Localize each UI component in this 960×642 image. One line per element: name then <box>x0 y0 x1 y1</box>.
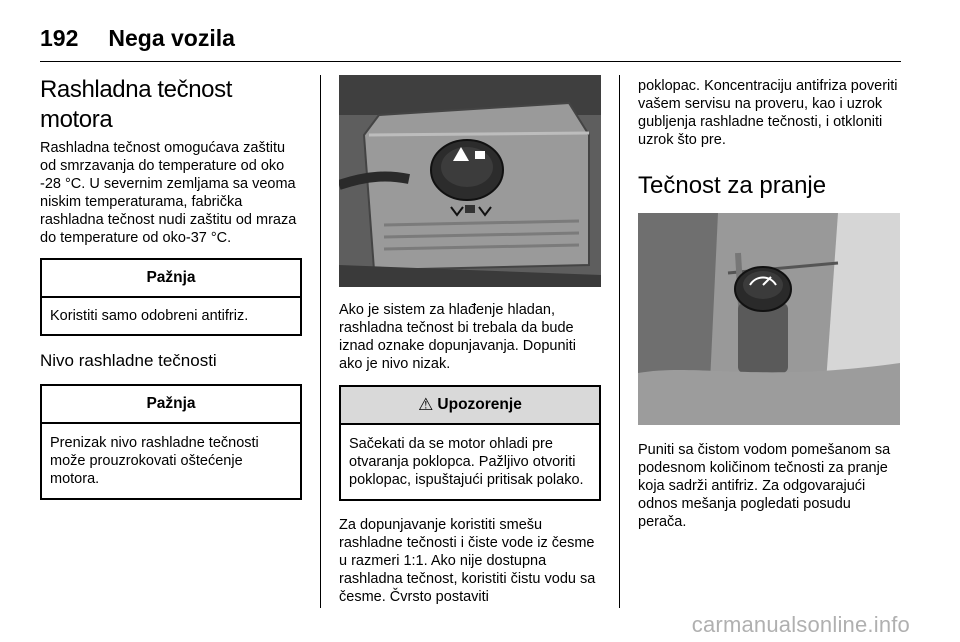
section-title: Nega vozila <box>108 24 235 51</box>
washer-reservoir-image <box>638 213 900 425</box>
caution-box-1-title: Pažnja <box>42 260 300 298</box>
coolant-reservoir-image <box>339 75 601 287</box>
column-divider-2 <box>619 75 620 608</box>
caution-box-1-body: Koristiti samo odobreni antifriz. <box>50 308 249 324</box>
warning-triangle-icon: ⚠ <box>418 395 434 414</box>
column-2 <box>339 75 601 606</box>
warning-title-text: Upozorenje <box>437 396 522 413</box>
coolant-level-heading: Nivo rashladne tečnosti <box>40 351 217 370</box>
column-3 <box>638 75 900 531</box>
column-divider-1 <box>320 75 321 608</box>
watermark: carmanualsonline.info <box>691 612 910 637</box>
page-header <box>40 18 900 58</box>
coolant-intro: Rashladna tečnost omogućava zaštitu od smrzavanja do temperature od oko -28 °C. U severnim zemljama sa veoma niskim temperaturama, fabrička rashladna tečnost nudi zaštitu od mraza do temperature od oko-37 °C. <box>40 140 297 246</box>
warning-box-body: Sačekati da se motor ohladi pre otvaranja poklopca. Pažljivo otvoriti poklopac, ispuštajući pritisak polako. <box>349 436 584 488</box>
washer-fluid-text: Puniti sa čistom vodom pomešanom sa podesnom količinom tečnosti za pranje koja sadrži antifriz. Za odgovarajući odnos mešanja pogledati posudu perača. <box>638 442 891 530</box>
coolant-refill-text: Za dopunjavanje koristiti smešu rashladne tečnosti i čiste vode iz česme u razmeri 1:1. Ako nije dostupna rashladna tečnost, koristiti čistu vodu sa česme. Čvrsto postaviti <box>339 517 596 605</box>
caution-box-2 <box>40 384 302 500</box>
column-1 <box>40 75 302 500</box>
caution-box-2-title: Pažnja <box>42 386 300 424</box>
coolant-heading: Rashladna tečnost motora <box>40 76 232 133</box>
warning-box-title <box>341 387 599 425</box>
washer-fluid-heading: Tečnost za pranje <box>638 172 827 199</box>
warning-box <box>339 385 601 501</box>
caution-box-1 <box>40 258 302 336</box>
header-rule <box>40 61 901 62</box>
coolant-cap-text: poklopac. Koncentraciju antifriza poveriti vašem servisu na proveru, kao i uzrok gubljenja rashladne tečnosti, i otkloniti uzrok što pre. <box>638 78 898 148</box>
caution-box-2-body: Prenizak nivo rashladne tečnosti može prouzrokovati oštećenje motora. <box>50 435 259 487</box>
coolant-check-text: Ako je sistem za hlađenje hladan, rashladna tečnost bi trebala da bude iznad oznake dopunjavanja. Dopuniti ako je nivo nizak. <box>339 302 577 372</box>
page-number: 192 <box>40 24 79 51</box>
